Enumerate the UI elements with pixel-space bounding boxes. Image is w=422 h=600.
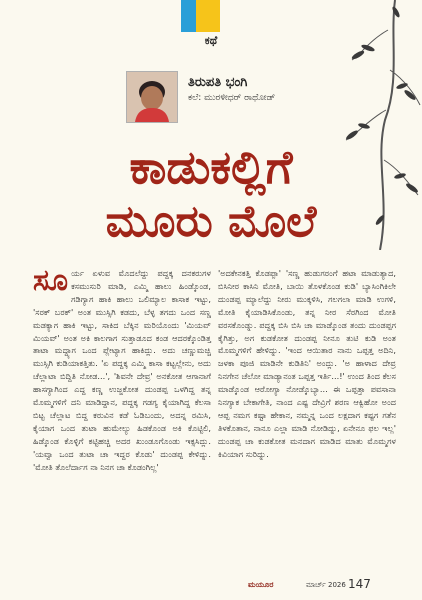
right-column-text: 'ಅದಕೇನಕತ್ತಿ ಕೊಡಪ್ಪಾ' 'ಸಣ್ಣ ಹುಡುಗರಂಗೆ ಹಟಾ ಮಾಡುತ್ಯಾದ, ಬಿಸಿನೀರ ಕಾಸಿನಿ ಮೋತಿ, ಬಾಯಿ ತೊಳಕೊಂಡ ಕುಡಿ' ಬ್ಯಾಸಿಂಗಿಕಿಲೇ ದುಂಡಪ್ಪ ಮ್ಯಾಲೆದ್ದು ನೀರು ಮುಕ್ಕಳಿಸಿ, ಗಲಗಲಾ ಮಾಡಿ ಉಗಳಿ, ಮೋತಿ ಕೈಯಾಡಿಸಿಕೊಂಡು, ತನ್ನ ನೀರ ಸೆರಗಿಂದ ಮೋತಿ ವರಸಕೊಂಡ್ನು. ಪದ್ದಕ್ಕ ಬಿಸಿ ಬಿಸಿ ಚಾ ಮಾಡ್ಕೊಂಡ ತಂದು ದುಂಡಪ್ಪಗ ಕೈಗಿತ್ತು, ಅಗ ಕುಡಕೋತ ದುಂಡಪ್ಪ ನೀನೂ ತುಟಿ ಕುಡಿ ಅಂತ ಮೊಮ್ಮಗಳಿಗೆ ಹೇಳಿದ್ನು. 'ಇಂದ ಆಯಿತಾರ ನಾನು ಒಪ್ಪತ್ತ ಅದಿನಿ, ಜಳಕಾ ಪೂಜಿ ಮಾಡಿನೇ ಕುಡಿತಿನಿ' ಅಂದ್ಲು. 'ಅ ಹಾಳಾದ ದೇವ್ರ ನಿನಗೇನ ಚೆಲೋ ಮಾಡ್ಯಾನಂತ ಒಪ್ಪತ್ತ ಇರ್ತಿ...!' ಉಂದ ತಿಂದ ಕೆಲಸ ಮಾಡ್ಕೊಂಡ ಆರೋಗ್ಯಾ ನೋಡ್ಕೊಬ್ಯಾ... ಈ ಒಪ್ಪತ್ತಾ ಪವಸಾನಾ ನಿನಗ್ಯಾಕ ಬೇಕಾಗೇತಿ, ನಾಂದ ಎಷ್ಟ ದೇವ್ರಿಗೆ ಶರಣ ಆಕ್ವಿಹೋ ಅಂದ ಆಪ್ಪ ನಮಗ ಕಷ್ಟಾ ಹೇಕಾನ, ನಮ್ಮನ್ನ ಒಂದ ಲಕ್ಷದಾಗ ಕಷ್ಟಗ ಗತೆನ ತಿಳಕೊತಾನ, ನಾನೂ ಎಲ್ಲಾ ಮಾಡಿ ನೋಡಿದ್ನು, ಏನೇನೂ ಫಲ ಇಲ್ಲ' ದುಂಡಪ್ಪ ಚಾ ಕುಡಕೋತ ಮನದಾಗ ಮಾಡಿದ ಮಾತು ಮೊಮ್ಮಗಳ ಕಿವಿಯಾಗ ಸುರಿದ್ನು. — [218, 268, 396, 459]
article-column-right — [218, 267, 396, 461]
section-badge-blue-block — [181, 0, 196, 32]
illustration-credit: ಕಲೆ: ಮುರಳೀಧರ್ ರಾಥೋಡ್ — [188, 93, 276, 103]
section-badge-yellow-block — [196, 0, 220, 32]
magazine-name: ಮಯೂರ — [248, 580, 274, 589]
page-footer — [248, 578, 388, 594]
author-photo — [126, 71, 178, 123]
author-portrait-icon — [127, 72, 177, 122]
drop-cap: ಸೂ — [33, 263, 69, 298]
section-label: ಕಥೆ — [204, 34, 218, 47]
issue-month-year: ಮಾರ್ಚ್ 2026 — [306, 581, 346, 589]
story-title-line-1: ಕಾಡುಕಲ್ಲಿಗೆ — [129, 140, 293, 194]
story-title-line-2: ಮೂರು ಮೊಲೆ — [105, 196, 317, 247]
left-column-text: ರ್ಯ ಏಳುವ ಮೊದಲೆದ್ದು ಪದ್ದಕ್ಕ ದನಕರುಗಳ ಕಸಮುಸುರಿ ಮಾಡಿ, ಎಮ್ಮಿ ಹಾಲು ಹಿಂಡ್ಕೊಂಡ, ಗಡಿಗ್ಯಾಗ ಹಾಕಿ ಹಾಲು ಒಲಿಮ್ಯಾಲ ಕಾಸಾಕ ಇಟ್ಟು, 'ಸರಕ್ ಬರಕ್' ಅಂತ ಮುಸ್ಸಿಗಿ ಕಡದು, ಬೆಳ್ಳ ತಗದು ಒಂದ ಸಣ್ಣ ಮಡಕ್ಯಾಗ ಹಾಕಿ ಇಟ್ಟು, ಸಾಕಿದ ಬೆಕ್ಕಿನ ಮರಿಯೊಂದು 'ಮಿಯವ್ ಮಿಯವ್' ಅಂತ ಅಕಿ ಕಾಲಗಾಗ ಸುತ್ತಾಡೂದ ಕಂಡ ಆದರಕ್ಕೊಂಡಿತ್ತ ತಾಟಾ ಮದ್ದ್ಯಾಗ ಒಂದ ಪ್ಲೇಟ್ಯಾಗ ಹಾಕಿದ್ಲು. ಅದು ಚಣ್ಣುಮಚ್ಚಿ ಮುಸ್ಸಿಗಿ ಕುಡಿಯಾಕತ್ತಿತು. 'ಏ ಪದ್ದಕ್ಕ ಎಮ್ಮಿ ಕಾಸಾ ಕಟ್ಟಲ್ಲೇನು, ಅದು ಚೆಲ್ಲಾಟಾ ಬಿದ್ದಿತಿ ನೋಡ...', 'ಶಿವನೇ ದೇವ್ರ' ಅನಕೋತ ಆಗಾನಾಗೆ ಹಾಸಗ್ಯಾಗಿಂದ ಎದ್ದ ಕಣ್ಣ ಉಜ್ಜಕೋತ ದುಂಡಪ್ಪ ಒಳಗಿದ್ದ ತನ್ನ ಮೊಮ್ಮಗಳಿಗೆ ದನಿ ಮಾಡಿದ್ದಾನ, ಪದ್ದಕ್ಕ ಗಡಗ್ಯ ಕೈಯಾಗಿದ್ದ ಕೆಲಸಾ ಬಿಟ್ಟ ಚೆಲ್ಲಾಟ ಬಿದ್ದ ಕರುವಿನ ಕಡೆ ಓಡಿಬಂದು, ಅದನ್ನ ರಮಿಸಿ, ಕೈಯಾಗ ಒಂದ ತುಟಾ ಹುಮೇಲ್ಯು ಹಿಡಕೊಂಡ ಅಕಿ ಕೊಟ್ಟಿಲಿ, ಹಿಡ್ಕೊಂಡ ಕೊಳ್ಳಿಗೆ ಕಟ್ಟಿಹಚ್ಚಿ ಅದರ ಖುಂಡೂಗೊಂಡು ಇಕ್ಸಸಿದ್ಲು. 'ಯವ್ವಾ ಒಂದ ತುಟಾ ಚಾ ಇದ್ದರ ಕೊಡು' ದುಂಡಪ್ಪ ಕೇಳಿದ್ನು. 'ಮೋತಿ ತೊಲೆರ್ದಾಗ ನಾ ನಿನಗ ಚಾ ಕೊಡಂಗಿಲ್ಲ' — [33, 268, 211, 472]
article-column-left — [33, 263, 211, 474]
author-name: ತಿರುಪತಿ ಭಂಗಿ — [188, 75, 248, 90]
page-number: 147 — [348, 577, 371, 591]
